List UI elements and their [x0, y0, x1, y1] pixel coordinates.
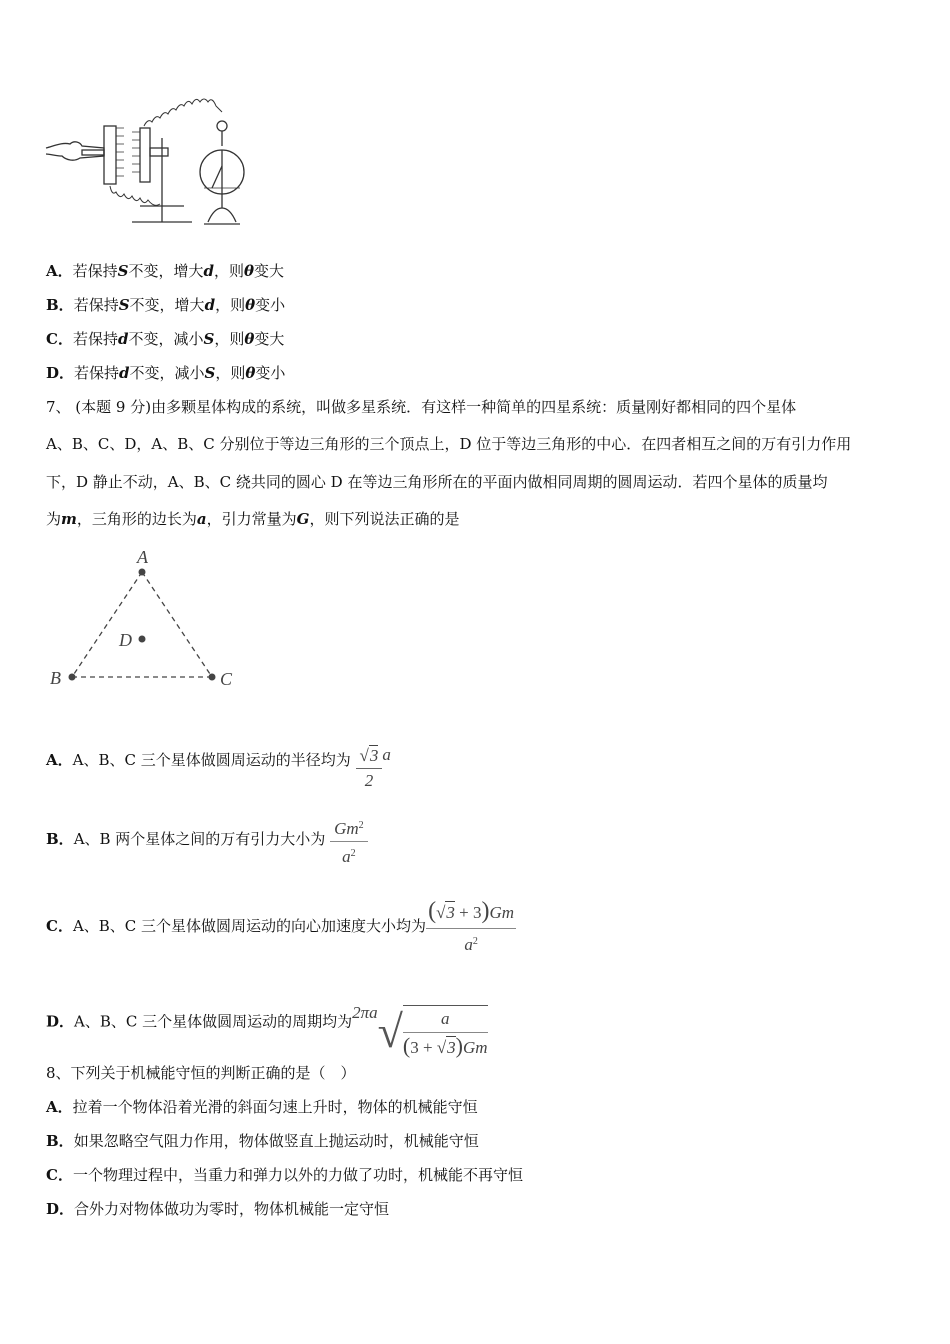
q6-c-t2: 不变，减小	[128, 330, 204, 348]
q6-b-t4: ，则	[215, 296, 246, 314]
q6-c-t0: 若保持	[72, 330, 118, 348]
q8-stem: 8、下列关于机械能守恒的判断正确的是（ ）	[46, 1064, 356, 1082]
q6-c-t1: d	[117, 330, 129, 348]
q7-l4-t6: ，则下列说法正确的是	[309, 510, 460, 528]
q7-option-c	[46, 896, 516, 957]
q7-d-den-head: 3 +	[410, 1038, 437, 1058]
q8-option-c-text: 一个物理过程中，当重力和弹力以外的力做了功时，机械能不再守恒	[72, 1166, 523, 1184]
q6-option-a-label: A．	[46, 262, 73, 280]
star-c-point	[209, 674, 216, 681]
q8-option-c-label: C．	[46, 1166, 73, 1184]
q7-option-d-label: D．	[46, 1012, 75, 1031]
q6-d-t0: 若保持	[74, 364, 120, 382]
q8-option-d-text: 合外力对物体做功为零时，物体机械能一定守恒	[74, 1200, 390, 1218]
q6-option-b-label: B．	[46, 296, 74, 314]
q6-d-t3: S	[204, 364, 216, 382]
q6-b-t3: d	[204, 296, 216, 314]
q7-a-den: 2	[364, 771, 374, 791]
q6-b-t6: 变小	[255, 296, 286, 314]
q7-l4-t5: G	[296, 510, 310, 528]
q6-a-t5: θ	[244, 262, 255, 280]
label-b: B	[50, 668, 61, 688]
q6-b-t5: θ	[245, 296, 256, 314]
q7-c-rad: 3	[446, 903, 455, 923]
q6-option-c-label: C．	[46, 330, 73, 348]
q6-c-t3: S	[203, 330, 215, 348]
q7-c-den-exp: 2	[472, 936, 478, 948]
label-c: C	[220, 669, 233, 689]
q6-a-t4: ，则	[214, 262, 245, 280]
q6-c-t6: 变大	[254, 330, 285, 348]
q6-option-d	[46, 363, 285, 383]
q7-option-b-text: A、B 两个星体之间的万有引力大小为	[73, 830, 326, 848]
q7-stem-line3: 下，D 静止不动，A、B、C 绕共同的圆心 D 在等边三角形所在的平面内做相同周期的圆周运动．若四个星体的质量均	[46, 473, 828, 491]
q6-d-t4: ，则	[215, 364, 246, 382]
q7-stem-line1: 7、 (本题 9 分)由多颗星体构成的系统，叫做多星系统．有这样一种简单的四星系统：质量刚好都相同的四个星体	[46, 398, 797, 416]
star-b-point	[69, 674, 76, 681]
q7-d-rad: 3	[447, 1038, 456, 1058]
q7-l4-t2: ，三角形的边长为	[76, 510, 197, 528]
q8-option-b-label: B．	[46, 1132, 74, 1150]
q7-option-a	[46, 728, 391, 794]
q7-option-d	[46, 978, 488, 1067]
q7-a-num: 3	[369, 746, 379, 766]
q6-b-t1: S	[118, 296, 130, 314]
q6-c-t4: ，则	[214, 330, 245, 348]
q6-a-t0: 若保持	[72, 262, 118, 280]
star-d-point	[139, 636, 146, 643]
capacitor-electroscope-figure	[44, 96, 264, 236]
q6-b-t0: 若保持	[73, 296, 119, 314]
q7-c-den: a	[464, 935, 473, 955]
q6-option-b	[46, 295, 285, 315]
q7-d-num: a	[403, 1006, 488, 1033]
q7-option-a-text: A、B、C 三个星体做圆周运动的半径均为	[72, 751, 351, 769]
q7-a-tail: a	[382, 745, 391, 764]
q8-option-a	[46, 1097, 478, 1117]
q7-option-c-label: C．	[46, 917, 73, 935]
q7-option-a-formula: $\frac{√3}{2}$ a	[356, 728, 391, 794]
q8-option-d-label: D．	[46, 1200, 75, 1218]
q7-b-den: a	[342, 846, 351, 866]
q7-d-lead: 2πa	[352, 1003, 378, 1022]
q6-a-t6: 变大	[254, 262, 285, 280]
q7-stem-line2: A、B、C、D，A、B、C 分别位于等边三角形的三个顶点上，D 位于等边三角形的中心．在四者相互之间的万有引力作用	[46, 435, 852, 453]
q7-option-a-label: A．	[46, 751, 73, 769]
label-a: A	[137, 547, 148, 567]
star-a-point	[139, 569, 146, 576]
q7-option-d-text: A、B、C 三个星体做圆周运动的周期均为	[74, 1012, 353, 1031]
q7-option-b-formula	[330, 813, 368, 867]
label-d: D	[119, 630, 132, 650]
q7-b-num-exp: 2	[358, 819, 364, 831]
q8-option-a-text: 拉着一个物体沿着光滑的斜面匀速上升时，物体的机械能守恒	[72, 1098, 478, 1116]
q6-d-t5: θ	[245, 364, 256, 382]
q6-a-t1: S	[117, 262, 129, 280]
q6-d-t1: d	[119, 364, 130, 382]
triangle-diagram	[40, 540, 250, 700]
q6-option-c	[46, 329, 284, 349]
q6-a-t3: d	[203, 262, 215, 280]
q6-d-t2: 不变，减小	[129, 364, 205, 382]
q7-option-b	[46, 812, 368, 867]
q8-option-b	[46, 1131, 479, 1151]
q8-option-c	[46, 1165, 523, 1185]
q7-b-num: Gm	[334, 818, 359, 838]
q7-c-mid: + 3	[454, 903, 482, 923]
q7-option-b-label: B．	[46, 830, 74, 848]
q6-d-t6: 变小	[255, 364, 286, 382]
q6-option-a	[46, 261, 284, 281]
q7-option-d-formula: 2πa√ $\frac{a}{(3 + √3)Gm}$	[352, 1003, 488, 1059]
q7-option-c-text: A、B、C 三个星体做圆周运动的向心加速度大小均为	[72, 917, 427, 935]
q7-b-den-exp: 2	[350, 847, 356, 859]
q7-l4-t1: m	[61, 510, 77, 528]
q7-stem-line4	[46, 509, 459, 529]
q8-option-a-label: A．	[46, 1098, 73, 1116]
q7-l4-t3: a	[196, 510, 207, 528]
q7-d-den-tail: Gm	[463, 1038, 488, 1058]
q6-c-t5: θ	[244, 330, 255, 348]
q6-option-d-label: D．	[46, 364, 75, 382]
q7-c-tail: Gm	[489, 903, 515, 923]
q7-option-c-formula: $\frac{(√3 + 3)Gm}{a^2}$	[428, 898, 515, 955]
q7-l4-t4: ，引力常量为	[206, 510, 297, 528]
q8-option-d	[46, 1199, 389, 1219]
q6-b-t2: 不变，增大	[129, 296, 205, 314]
q6-a-t2: 不变，增大	[128, 262, 204, 280]
q8-option-b-text: 如果忽略空气阻力作用，物体做竖直上抛运动时，机械能守恒	[73, 1132, 479, 1150]
q7-l4-t0: 为	[46, 510, 62, 528]
